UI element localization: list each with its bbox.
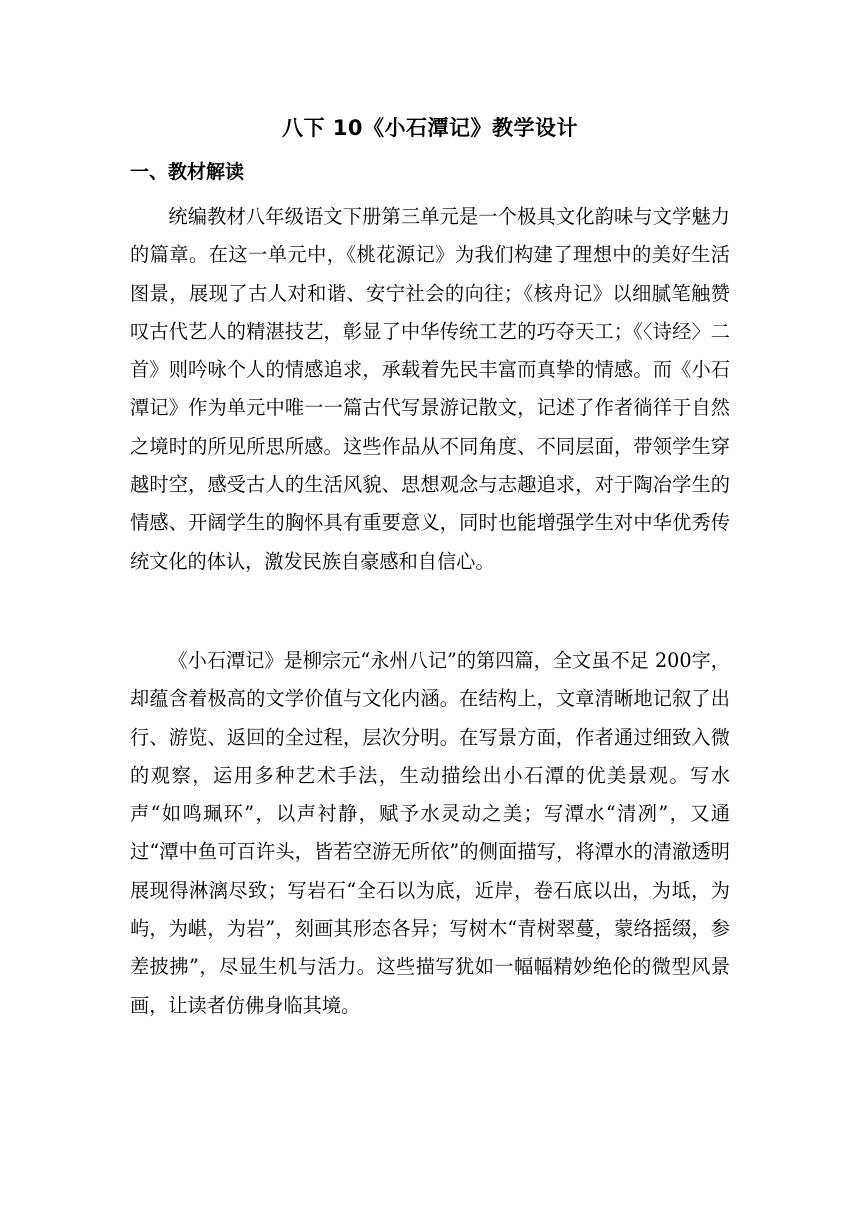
paragraph-textbook-unit: 统编教材八年级语文下册第三单元是一个极具文化韵味与文学魅力的篇章。在这一单元中，《桃花源记》为我们构建了理想中的美好生活图景，展现了古人对和谐、安宁社会的向往；《核舟记》以细腻笔触赞叹古代艺人的精湛技艺，彰显了中华传统工艺的巧夺天工；《〈诗经〉二首》则吟咏个人的情感追求，承载着先民丰富而真挚的情感。而《小石潭记》作为单元中唯一一篇古代写景游记散文，记述了作者徜徉于自然之境时的所见所思所感。这些作品从不同角度、不同层面，带领学生穿越时空，感受古人的生活风貌、思想观念与志趣追求，对于陶冶学生的情感、开阔学生的胸怀具有重要意义，同时也能增强学生对中华优秀传统文化的体认，激发民族自豪感和自信心。	[130, 205, 730, 573]
section-heading: 一、教材解读	[130, 161, 245, 183]
document-title: 八下 10《小石潭记》教学设计	[281, 116, 579, 140]
paragraph-text-analysis: 《小石潭记》是柳宗元“永州八记”的第四篇，全文虽不足 200字，却蕴含着极高的文学价值与文化内涵。在结构上，文章清晰地记叙了出行、游览、返回的全过程，层次分明。在写景方面，作者通过细致入微的观察，运用多种艺术手法，生动描绘出小石潭的优美景观。写水声“如鸣珮环”，以声衬静，赋予水灵动之美；写潭水“清冽”，又通过“潭中鱼可百许头，皆若空游无所依”的侧面描写，将潭水的清澈透明展现得淋漓尽致；写岩石“全石以为底，近岸，卷石底以出，为坻，为屿，为嵁，为岩”，刻画其形态各异；写树木“青树翠蔓，蒙络摇缀，参差披拂”，尽显生机与活力。这些描写犹如一幅幅精妙绝伦的微型风景画，让读者仿佛身临其境。	[130, 649, 730, 1017]
